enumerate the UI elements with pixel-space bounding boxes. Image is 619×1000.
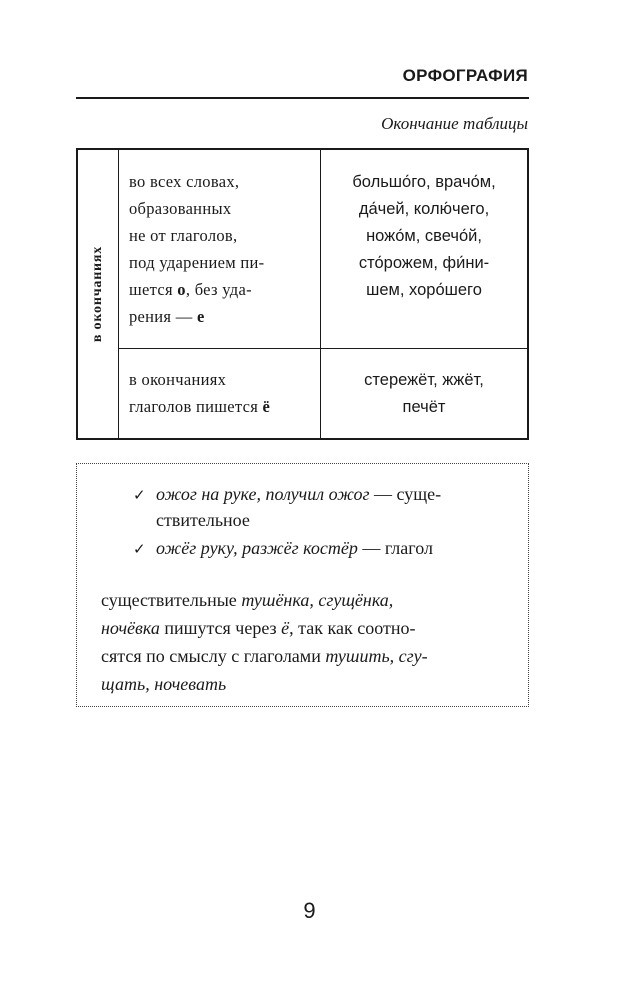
examples-cell-1: большо́го, врачо́м, да́чей, колю́чего, ножо́м, свечо́й, сто́рожем, фи́ни- шем, хоро́шего	[352, 173, 496, 299]
examples-cell-2: стережёт, жжёт, печёт	[364, 371, 484, 416]
check-icon: ✓	[133, 486, 146, 504]
bold-letter: е	[196, 307, 205, 326]
header-rule	[76, 97, 529, 99]
note-item-2: ожёг руку, разжёг костёр — глагол	[156, 538, 433, 558]
page-number: 9	[303, 898, 316, 923]
bold-letter: о	[177, 280, 186, 299]
row-divider	[119, 348, 527, 349]
rule-cell-2: в окончаниях глаголов пишется ё	[129, 370, 271, 416]
note-paragraph-line-4: щать, ночевать	[101, 674, 227, 694]
check-icon: ✓	[133, 540, 146, 558]
note-item-1: ожог на руке, получил ожог — суще-	[156, 484, 442, 504]
note-paragraph-line-3: сятся по смыслу с глаголами тушить, сгу-	[101, 646, 428, 666]
side-header-label: в окончаниях	[90, 245, 105, 343]
section-title: ОРФОГРАФИЯ	[402, 66, 528, 85]
spelling-rule-table	[76, 148, 529, 440]
note-item-1-continued: ствительное	[156, 510, 250, 530]
note-paragraph-line-2: ночёвка пишутся через ё, так как соотно-	[101, 618, 416, 638]
note-paragraph-line-1: существительные тушёнка, сгущёнка,	[101, 590, 394, 610]
note-box	[76, 463, 529, 707]
rule-cell-1: во всех словах, образованных не от глаголов, под ударением пи- шется о, без уда- рения — е	[129, 172, 265, 326]
bold-letter: ё	[262, 397, 271, 416]
table-continuation-caption: Окончание таблицы	[381, 114, 528, 133]
side-header-cell	[78, 150, 119, 438]
